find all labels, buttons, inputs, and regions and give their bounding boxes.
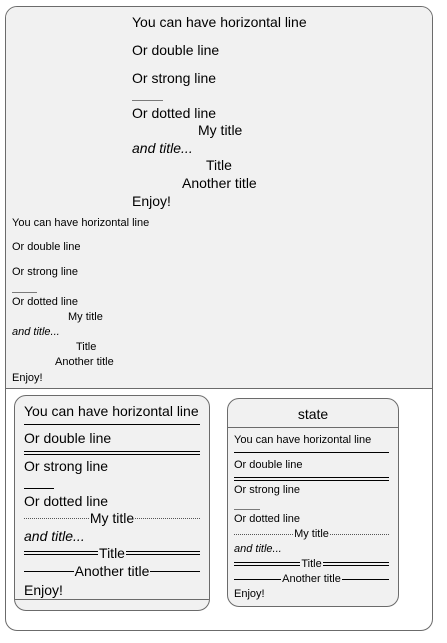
text-dotted-line: Or dotted line <box>12 296 79 308</box>
text-dotted-line: Or dotted line <box>132 105 217 121</box>
text-another-title: Another title <box>282 573 341 585</box>
state-box <box>227 398 399 607</box>
text-double-line: Or double line <box>132 42 220 58</box>
text-and-title: and title... <box>234 543 282 555</box>
short-separator <box>12 292 37 293</box>
text-dotted-line: Or dotted line <box>234 513 301 525</box>
text-and-title: and title... <box>132 140 193 156</box>
text-enjoy: Enjoy! <box>132 193 171 209</box>
text-my-title: My title <box>294 528 329 540</box>
text-double-line: Or double line <box>24 430 112 446</box>
state-header-separator <box>228 427 398 428</box>
text-strong-line: Or strong line <box>12 266 79 278</box>
text-strong-line: Or strong line <box>234 484 301 496</box>
text-title: Title <box>99 545 125 561</box>
short-separator <box>132 100 163 101</box>
text-and-title: and title... <box>12 326 60 338</box>
state-title: state <box>297 406 329 422</box>
text-another-title: Another title <box>74 563 150 579</box>
text-horizontal-line: You can have horizontal line <box>234 434 372 446</box>
text-title: Title <box>76 341 97 353</box>
text-double-line: Or double line <box>234 459 303 471</box>
text-dotted-line: Or dotted line <box>24 493 109 509</box>
double-line <box>24 451 200 455</box>
double-title-line <box>234 557 389 571</box>
note-section-small <box>6 215 432 389</box>
solid-title-line <box>234 572 389 586</box>
dotted-title-line <box>24 509 200 527</box>
text-another-title: Another title <box>55 356 114 368</box>
double-title-line <box>24 544 200 562</box>
horizontal-line <box>234 452 389 453</box>
note-box-lines <box>14 395 210 611</box>
text-horizontal-line: You can have horizontal line <box>12 217 150 229</box>
box-bottom-separator <box>15 599 209 600</box>
text-enjoy: Enjoy! <box>12 372 43 384</box>
text-horizontal-line: You can have horizontal line <box>132 14 307 30</box>
text-title: Title <box>301 558 322 570</box>
text-title: Title <box>206 157 232 173</box>
text-my-title: My title <box>89 510 135 526</box>
solid-title-line <box>24 562 200 580</box>
text-my-title: My title <box>68 311 103 323</box>
short-separator <box>234 509 260 510</box>
dotted-title-line <box>234 527 389 541</box>
text-horizontal-line: You can have horizontal line <box>24 403 199 419</box>
text-strong-line: Or strong line <box>132 70 217 86</box>
text-enjoy: Enjoy! <box>234 588 265 600</box>
short-separator <box>24 488 54 489</box>
text-my-title: My title <box>198 122 243 138</box>
text-double-line: Or double line <box>12 241 81 253</box>
text-enjoy: Enjoy! <box>24 582 63 598</box>
text-strong-line: Or strong line <box>24 458 109 474</box>
text-another-title: Another title <box>182 175 257 191</box>
text-and-title: and title... <box>24 528 85 544</box>
horizontal-line <box>24 424 200 425</box>
note-section-large <box>6 7 432 216</box>
double-line <box>234 477 389 481</box>
